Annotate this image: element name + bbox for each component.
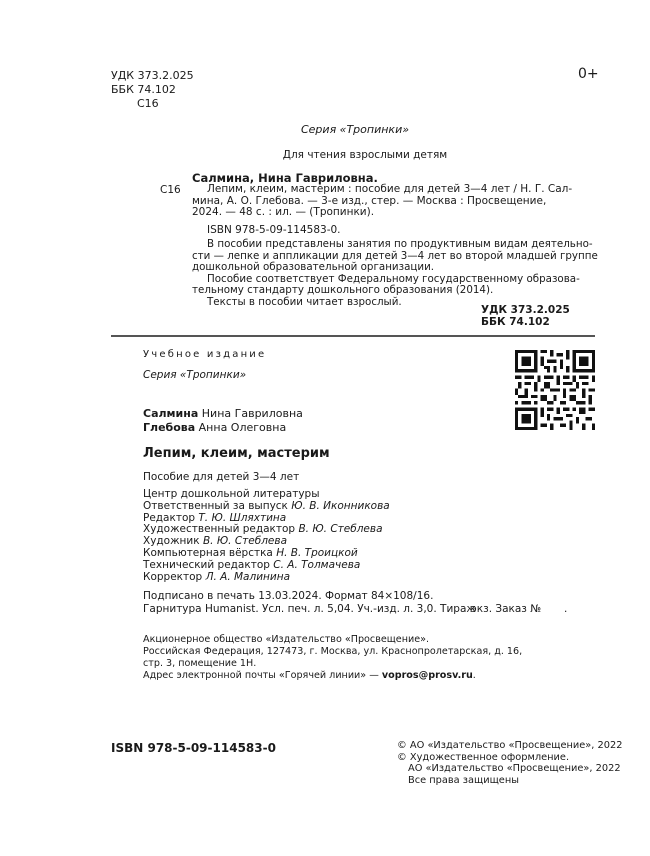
annotation-line: дошкольной образовательной организации.	[192, 261, 435, 273]
author-entry	[143, 421, 303, 435]
author-entry	[143, 407, 303, 421]
credit-role: Художественный редактор	[143, 523, 296, 536]
catalog-isbn: ISBN 978-5-09-114583-0.	[207, 224, 341, 236]
credits-list	[143, 489, 390, 583]
credit-role: Художник	[143, 535, 200, 548]
section-divider	[111, 335, 595, 337]
standard-line: Пособие соответствует Федеральному государственному образова-	[207, 272, 580, 285]
udk-code: УДК 373.2.025	[111, 69, 194, 82]
author-surname: Салмина	[143, 407, 199, 420]
footer-isbn: ISBN 978-5-09-114583-0	[111, 741, 276, 755]
author-name: Анна Олеговна	[198, 420, 287, 434]
imprint-authors	[143, 407, 303, 434]
credit-role: Технический редактор	[143, 558, 270, 571]
hotline-line	[143, 670, 476, 682]
author-name: Нина Гавриловна	[201, 407, 303, 420]
credit-person: В. Ю. Стеблева	[298, 523, 383, 536]
copyright-line: АО «Издательство «Просвещение», 2022	[408, 763, 621, 775]
credit-role: Ответственный за выпуск	[143, 499, 288, 512]
series-line: Серия «Тропинки»	[300, 123, 410, 136]
print-details	[143, 590, 583, 615]
print-order-label: экз. Заказ №	[471, 602, 542, 615]
catalog-bbk: ББК 74.102	[481, 316, 550, 328]
edition-type: Учебное издание	[143, 349, 267, 360]
catalog-bibliographic-record	[192, 183, 573, 219]
print-line: Подписано в печать 13.03.2024. Формат 84×108/16.	[143, 590, 434, 602]
copyright-line: © Художественное оформление.	[397, 751, 570, 763]
book-subtitle: Пособие для детей 3—4 лет	[143, 471, 300, 483]
catalog-mark: С16	[160, 184, 181, 196]
catalog-annotation	[192, 238, 598, 308]
bib-line: мина, А. О. Глебова. — 3-е изд., стер. — Москва : Просвещение,	[192, 194, 547, 207]
credit-line	[143, 572, 390, 584]
credit-person: С. А. Толмачева	[273, 558, 361, 571]
credit-person: Н. В. Троицкой	[276, 546, 358, 559]
book-title: Лепим, клеим, мастерим	[143, 446, 330, 461]
bib-line: 2024. — 48 с. : ил. — (Тропинки).	[192, 206, 375, 219]
age-rating: 0+	[578, 66, 599, 82]
print-line	[143, 603, 583, 616]
copyright-block	[397, 740, 623, 786]
audience-line: Для чтения взрослыми детям	[282, 149, 448, 161]
print-specs: Гарнитура Humanist. Усл. печ. л. 5,04. Уч.-изд. л. 3,0. Тираж	[143, 602, 476, 615]
publisher-line: стр. 3, помещение 1Н.	[143, 657, 257, 669]
annotation-line: сти — лепке и аппликации для детей 3—4 лет во второй младшей группе	[192, 249, 598, 262]
standard-line: тельному стандарту дошкольного образования (2014).	[192, 284, 494, 296]
credit-role: Компьютерная вёрстка	[143, 546, 273, 559]
author-mark: С16	[137, 97, 159, 110]
catalog-author-heading: Салмина, Нина Гавриловна.	[192, 171, 378, 185]
credit-person: Л. А. Малинина	[205, 570, 291, 583]
publisher-line: Акционерное общество «Издательство «Просвещение».	[143, 634, 430, 645]
publisher-line: Российская Федерация, 127473, г. Москва, ул. Краснопролетарская, д. 16,	[143, 645, 523, 657]
credit-person: Ю. В. Иконникова	[291, 499, 390, 512]
hotline-label: Адрес электронной почты «Горячей линии» —	[143, 670, 382, 681]
credit-role: Редактор	[143, 511, 196, 524]
catalog-udk: УДК 373.2.025	[481, 304, 570, 316]
publisher-address	[143, 634, 522, 669]
print-order-end: .	[564, 602, 568, 615]
qr-code-icon	[515, 350, 595, 430]
author-surname: Глебова	[143, 420, 196, 434]
credit-person: В. Ю. Стеблева	[202, 535, 288, 548]
copyright-line: Все права защищены	[408, 774, 519, 786]
annotation-line: В пособии представлены занятия по продуктивным видам деятельно-	[207, 238, 593, 250]
reader-note: Тексты в пособии читает взрослый.	[207, 295, 402, 308]
credit-person: Т. Ю. Шляхтина	[198, 511, 287, 524]
bbk-code: ББК 74.102	[111, 83, 176, 96]
hotline-email-link[interactable]: vopros@prosv.ru	[381, 670, 473, 681]
imprint-series: Серия «Тропинки»	[143, 369, 247, 381]
credit-role: Корректор	[143, 570, 203, 583]
credit-role: Центр дошкольной литературы	[143, 488, 320, 500]
hotline-end: .	[472, 670, 476, 681]
copyright-line: © АО «Издательство «Просвещение», 2022	[397, 740, 623, 751]
bib-line: Лепим, клеим, мастерим : пособие для детей 3—4 лет / Н. Г. Сал-	[207, 183, 573, 195]
